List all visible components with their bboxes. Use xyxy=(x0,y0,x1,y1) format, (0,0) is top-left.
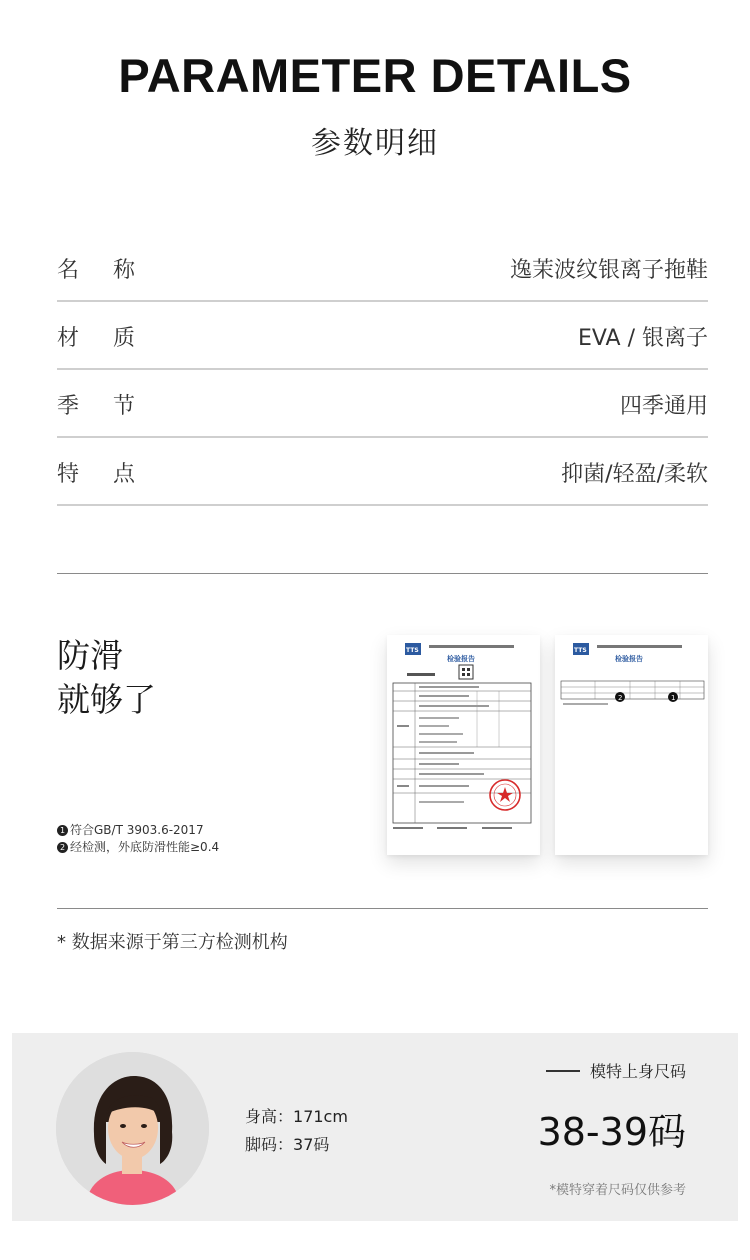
test-report-image xyxy=(387,635,540,855)
model-measurements xyxy=(245,1103,348,1159)
svg-text:1: 1 xyxy=(671,694,676,702)
model-info-panel xyxy=(12,1033,738,1221)
param-label: 季节 xyxy=(57,394,170,419)
section-divider xyxy=(57,908,708,909)
param-value: 四季通用 xyxy=(619,394,708,419)
param-value: EVA / 银离子 xyxy=(578,326,708,351)
test-report-document xyxy=(555,635,708,855)
page-title-en: PARAMETER DETAILS xyxy=(118,49,632,102)
param-label: 材质 xyxy=(57,326,170,351)
svg-text:2: 2 xyxy=(618,694,623,702)
number-badge: 2 xyxy=(57,842,68,853)
parameter-table xyxy=(57,240,708,506)
param-label: 名称 xyxy=(57,258,170,283)
anti-slip-line-1: 防滑 xyxy=(57,636,123,675)
param-row-material xyxy=(57,302,708,370)
dash-decoration xyxy=(546,1070,580,1072)
param-row-features xyxy=(57,438,708,506)
svg-text:检验报告: 检验报告 xyxy=(615,655,643,663)
svg-text:检验报告: 检验报告 xyxy=(447,655,475,663)
height-label: 身高： xyxy=(245,1107,294,1126)
model-foot-size xyxy=(245,1131,348,1159)
data-source-footnote: * 数据来源于第三方检测机构 xyxy=(57,932,288,953)
model-size-note: *模特穿着尺码仅供参考 xyxy=(549,1183,686,1198)
height-value: 171cm xyxy=(293,1107,348,1126)
note-text: 经检测，外底防滑性能≥0.4 xyxy=(70,840,220,854)
test-report-image xyxy=(555,635,708,855)
model-size-heading xyxy=(546,1059,686,1082)
note-item xyxy=(57,839,219,856)
param-value: 逸茉波纹银离子拖鞋 xyxy=(509,258,708,283)
number-badge: 1 xyxy=(57,825,68,836)
param-row-season xyxy=(57,370,708,438)
param-label: 特点 xyxy=(57,462,170,487)
note-item xyxy=(57,822,219,839)
foot-value: 37码 xyxy=(293,1135,330,1154)
test-report-document xyxy=(387,635,540,855)
foot-label: 脚码： xyxy=(245,1135,294,1154)
svg-text:TTS: TTS xyxy=(406,647,419,654)
model-photo xyxy=(56,1052,209,1205)
anti-slip-line-2: 就够了 xyxy=(57,680,156,719)
svg-text:TTS: TTS xyxy=(574,647,587,654)
page-title-cn: 参数明细 xyxy=(311,126,439,161)
param-row-name xyxy=(57,240,708,302)
model-size-heading-text: 模特上身尺码 xyxy=(589,1062,686,1081)
section-divider xyxy=(57,573,708,574)
anti-slip-notes xyxy=(57,822,219,856)
model-avatar xyxy=(56,1052,209,1205)
param-value: 抑菌/轻盈/柔软 xyxy=(561,462,708,487)
model-height xyxy=(245,1103,348,1131)
model-size-value: 38-39码 xyxy=(537,1110,686,1154)
anti-slip-heading xyxy=(57,634,156,722)
note-text: 符合GB/T 3903.6-2017 xyxy=(70,823,204,837)
